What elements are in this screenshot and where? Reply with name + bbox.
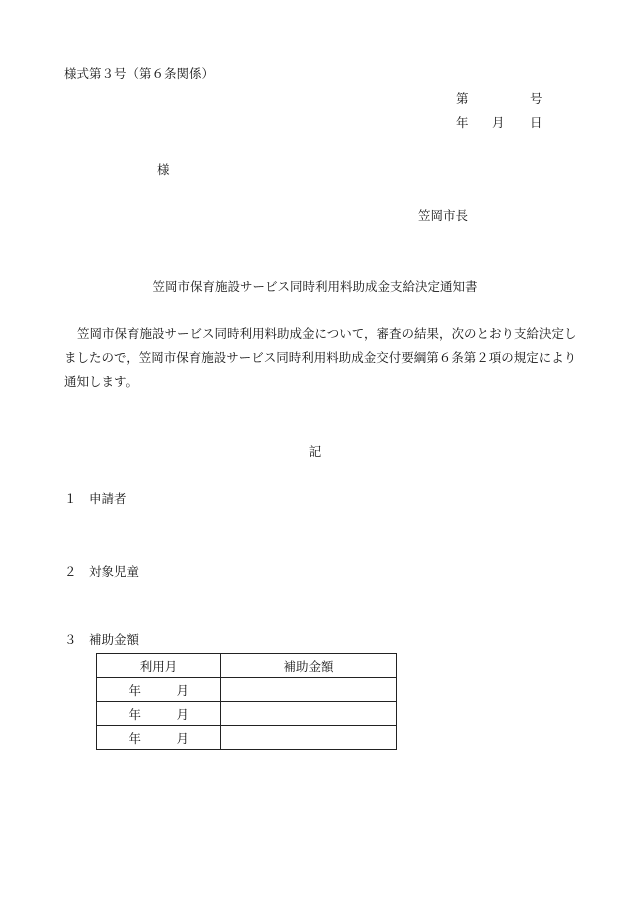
date-month-label: 月: [492, 115, 505, 130]
addressee-honorific: 様: [157, 162, 170, 177]
usage-month-cell: [97, 702, 221, 726]
usage-month-cell: [97, 726, 221, 750]
month-label: 月: [176, 682, 190, 698]
year-label: 年: [128, 682, 142, 698]
item-subsidy-amount: [64, 632, 139, 648]
date-year-label: 年: [456, 115, 469, 130]
header-subsidy-amount: 補助金額: [221, 654, 397, 678]
item-target-child: [64, 564, 139, 580]
amount-cell: [221, 702, 397, 726]
header-usage-month: 利用月: [97, 654, 221, 678]
item-number: １: [64, 491, 77, 506]
year-label: 年: [128, 706, 142, 722]
year-label: 年: [128, 730, 142, 746]
table-row: [97, 678, 397, 702]
body-text: 笠岡市保育施設サービス同時利用料助成金について，審査の結果，次のとおり支給決定しましたので，笠岡市保育施設サービス同時利用料助成金交付要綱第６条第２項の規定により通知します。: [64, 326, 577, 389]
doc-number-suffix: 号: [530, 91, 543, 106]
amount-cell: [221, 678, 397, 702]
amount-cell: [221, 726, 397, 750]
table-header-row: [97, 654, 397, 678]
table-row: [97, 702, 397, 726]
item-label: 申請者: [89, 491, 127, 506]
month-label: 月: [176, 706, 190, 722]
table-row: [97, 726, 397, 750]
body-paragraph: [64, 322, 584, 394]
date-day-label: 日: [530, 115, 543, 130]
doc-number-prefix: 第: [456, 91, 469, 106]
item-label: 対象児童: [89, 564, 140, 579]
item-number: ３: [64, 632, 77, 647]
ki-heading: 記: [308, 444, 322, 459]
subsidy-table: [96, 653, 397, 750]
item-number: ２: [64, 564, 77, 579]
item-applicant: [64, 491, 127, 507]
issuer: 笠岡市長: [418, 208, 469, 223]
document-title: 笠岡市保育施設サービス同時利用料助成金支給決定通知書: [152, 279, 478, 294]
usage-month-cell: [97, 678, 221, 702]
item-label: 補助金額: [89, 632, 140, 647]
form-label: 様式第３号（第６条関係）: [64, 66, 215, 81]
month-label: 月: [176, 730, 190, 746]
